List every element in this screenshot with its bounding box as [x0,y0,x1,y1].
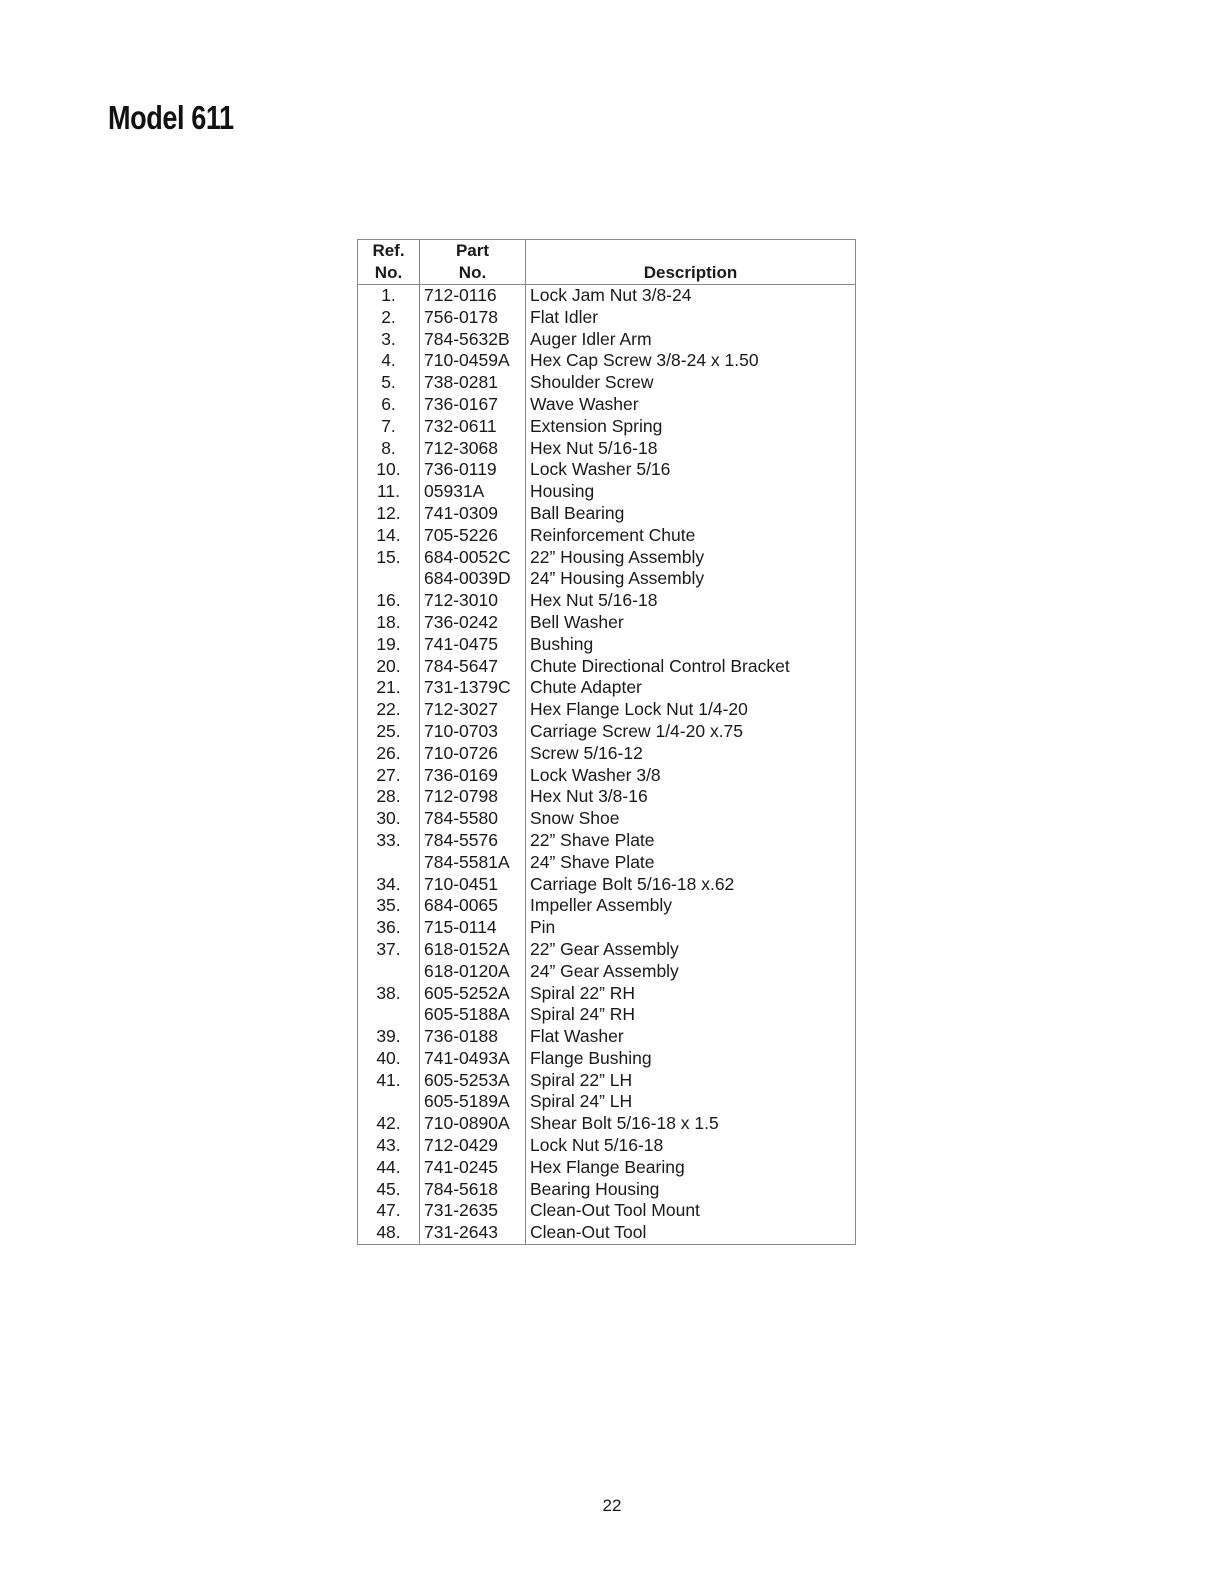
table-row [358,721,856,743]
part-no-cell: 684-0039D [420,568,526,590]
part-no-cell: 712-0116 [420,285,526,307]
description-cell: Lock Nut 5/16-18 [526,1135,856,1157]
description-cell: Ball Bearing [526,503,856,525]
part-no-cell: 710-0703 [420,721,526,743]
ref-no-cell [358,852,420,874]
table-row [358,699,856,721]
description-cell: Flange Bushing [526,1048,856,1070]
table-row [358,350,856,372]
ref-no-cell: 38. [376,982,401,1003]
ref-no-cell: 37. [376,938,401,959]
ref-no-cell [358,1091,420,1113]
table-row [358,1091,856,1113]
description-cell: 22” Housing Assembly [526,547,856,569]
part-no-cell: 712-0798 [420,786,526,808]
ref-no-cell: 15. [376,546,401,567]
description-cell: Clean-Out Tool [526,1222,856,1244]
description-cell: 24” Gear Assembly [526,961,856,983]
part-no-cell: 710-0451 [420,874,526,896]
ref-no-cell [358,961,420,983]
ref-no-cell: 7. [381,415,396,436]
table-row [358,852,856,874]
header-ref-line2: No. [374,263,403,282]
description-cell: Hex Flange Bearing [526,1157,856,1179]
description-cell: Chute Directional Control Bracket [526,656,856,678]
ref-no-cell: 3. [381,328,396,349]
table-row [358,1222,856,1244]
ref-no-cell [358,1004,420,1026]
description-cell: Chute Adapter [526,677,856,699]
ref-no-cell: 41. [376,1069,401,1090]
part-no-cell: 618-0120A [420,961,526,983]
table-row [358,612,856,634]
ref-no-cell: 44. [376,1156,401,1177]
part-no-cell: 605-5189A [420,1091,526,1113]
table-row [358,743,856,765]
ref-no-cell: 34. [376,873,401,894]
part-no-cell: 710-0726 [420,743,526,765]
part-no-cell: 784-5581A [420,852,526,874]
description-cell: Flat Idler [526,307,856,329]
description-cell: Spiral 22” LH [526,1070,856,1092]
part-no-cell: 784-5576 [420,830,526,852]
part-no-cell: 05931A [420,481,526,503]
table-row [358,590,856,612]
description-cell: Hex Flange Lock Nut 1/4-20 [526,699,856,721]
table-row [358,961,856,983]
ref-no-cell: 4. [381,350,396,371]
part-no-cell: 741-0245 [420,1157,526,1179]
description-cell: 24” Shave Plate [526,852,856,874]
ref-no-cell: 40. [376,1047,401,1068]
table-row [358,917,856,939]
table-row [358,1135,856,1157]
part-no-cell: 736-0242 [420,612,526,634]
description-cell: Snow Shoe [526,808,856,830]
ref-no-cell: 42. [376,1113,401,1134]
parts-table-body [358,285,856,1245]
description-cell: Hex Cap Screw 3/8-24 x 1.50 [526,350,856,372]
ref-no-cell: 18. [376,611,401,632]
ref-no-cell: 19. [376,633,401,654]
ref-no-cell: 5. [381,372,396,393]
table-row [358,416,856,438]
part-no-cell: 712-3010 [420,590,526,612]
table-row [358,568,856,590]
description-cell: Bearing Housing [526,1179,856,1201]
ref-no-cell: 21. [376,677,401,698]
part-no-cell: 731-1379C [420,677,526,699]
table-row [358,634,856,656]
ref-no-cell: 26. [376,742,401,763]
description-cell: Bell Washer [526,612,856,634]
header-ref-no [358,240,420,285]
ref-no-cell: 28. [376,786,401,807]
ref-no-cell [358,568,420,590]
description-cell: Hex Nut 3/8-16 [526,786,856,808]
table-row [358,525,856,547]
description-cell: Lock Washer 3/8 [526,765,856,787]
part-no-cell: 756-0178 [420,307,526,329]
part-no-cell: 736-0167 [420,394,526,416]
part-no-cell: 710-0890A [420,1113,526,1135]
table-row [358,1070,856,1092]
parts-table-header [358,240,856,285]
description-cell: Carriage Bolt 5/16-18 x.62 [526,874,856,896]
description-cell: Spiral 22” RH [526,983,856,1005]
ref-no-cell: 30. [376,808,401,829]
part-no-cell: 715-0114 [420,917,526,939]
header-description-label: Description [643,263,738,282]
table-row [358,874,856,896]
table-row [358,307,856,329]
description-cell: Hex Nut 5/16-18 [526,590,856,612]
part-no-cell: 710-0459A [420,350,526,372]
ref-no-cell: 8. [381,437,396,458]
table-row [358,481,856,503]
description-cell: Reinforcement Chute [526,525,856,547]
description-cell: Auger Idler Arm [526,329,856,351]
part-no-cell: 605-5253A [420,1070,526,1092]
ref-no-cell: 25. [376,720,401,741]
description-cell: 24” Housing Assembly [526,568,856,590]
part-no-cell: 784-5647 [420,656,526,678]
ref-no-cell: 43. [376,1135,401,1156]
ref-no-cell: 2. [381,306,396,327]
table-row [358,372,856,394]
header-part-no [420,240,526,285]
ref-no-cell: 1. [381,285,396,305]
table-row [358,1113,856,1135]
table-row [358,830,856,852]
part-no-cell: 712-0429 [420,1135,526,1157]
ref-no-cell: 14. [376,524,401,545]
table-row [358,459,856,481]
part-no-cell: 784-5618 [420,1179,526,1201]
description-cell: Shoulder Screw [526,372,856,394]
description-cell: Extension Spring [526,416,856,438]
part-no-cell: 741-0475 [420,634,526,656]
part-no-cell: 732-0611 [420,416,526,438]
part-no-cell: 618-0152A [420,939,526,961]
header-part-line2: No. [458,263,487,282]
description-cell: Bushing [526,634,856,656]
ref-no-cell: 36. [376,917,401,938]
header-description [526,240,856,285]
description-cell: Housing [526,481,856,503]
table-row [358,808,856,830]
description-cell: 22” Gear Assembly [526,939,856,961]
table-row [358,1157,856,1179]
description-cell: Spiral 24” RH [526,1004,856,1026]
page-number: 22 [602,1496,622,1515]
description-cell: Lock Jam Nut 3/8-24 [526,285,856,307]
header-part-line1: Part [455,241,490,260]
ref-no-cell: 16. [376,590,401,611]
part-no-cell: 712-3068 [420,438,526,460]
part-no-cell: 736-0169 [420,765,526,787]
part-no-cell: 705-5226 [420,525,526,547]
part-no-cell: 684-0052C [420,547,526,569]
ref-no-cell: 39. [376,1026,401,1047]
table-row [358,1048,856,1070]
ref-no-cell: 47. [376,1200,401,1221]
description-cell: Clean-Out Tool Mount [526,1200,856,1222]
table-row [358,677,856,699]
description-cell: Wave Washer [526,394,856,416]
table-row [358,895,856,917]
description-cell: 22” Shave Plate [526,830,856,852]
table-row [358,547,856,569]
table-row [358,765,856,787]
description-cell: Pin [526,917,856,939]
table-row [358,329,856,351]
table-row [358,394,856,416]
part-no-cell: 731-2635 [420,1200,526,1222]
part-no-cell: 712-3027 [420,699,526,721]
description-cell: Hex Nut 5/16-18 [526,438,856,460]
description-cell: Shear Bolt 5/16-18 x 1.5 [526,1113,856,1135]
table-row [358,503,856,525]
part-no-cell: 731-2643 [420,1222,526,1244]
description-cell: Spiral 24” LH [526,1091,856,1113]
ref-no-cell: 45. [376,1178,401,1199]
description-cell: Carriage Screw 1/4-20 x.75 [526,721,856,743]
ref-no-cell: 27. [376,764,401,785]
page-title: Model 611 [108,99,234,136]
ref-no-cell: 35. [376,895,401,916]
part-no-cell: 684-0065 [420,895,526,917]
ref-no-cell: 48. [376,1222,401,1243]
description-cell: Screw 5/16-12 [526,743,856,765]
table-row [358,656,856,678]
description-cell: Impeller Assembly [526,895,856,917]
ref-no-cell: 12. [376,502,401,523]
parts-list-table [357,239,856,1245]
header-ref-line1: Ref. [372,241,405,260]
description-cell: Lock Washer 5/16 [526,459,856,481]
table-row [358,1179,856,1201]
table-row [358,438,856,460]
part-no-cell: 738-0281 [420,372,526,394]
table-row [358,1026,856,1048]
part-no-cell: 741-0493A [420,1048,526,1070]
ref-no-cell: 20. [376,655,401,676]
description-cell: Flat Washer [526,1026,856,1048]
part-no-cell: 784-5632B [420,329,526,351]
part-no-cell: 784-5580 [420,808,526,830]
part-no-cell: 741-0309 [420,503,526,525]
table-row [358,786,856,808]
table-row [358,939,856,961]
part-no-cell: 605-5252A [420,983,526,1005]
table-row [358,983,856,1005]
ref-no-cell: 10. [376,459,401,480]
ref-no-cell: 33. [376,829,401,850]
table-row [358,285,856,307]
ref-no-cell: 6. [381,393,396,414]
part-no-cell: 736-0119 [420,459,526,481]
table-row [358,1200,856,1222]
table-row [358,1004,856,1026]
ref-no-cell: 22. [376,699,401,720]
ref-no-cell: 11. [376,481,401,502]
part-no-cell: 736-0188 [420,1026,526,1048]
part-no-cell: 605-5188A [420,1004,526,1026]
